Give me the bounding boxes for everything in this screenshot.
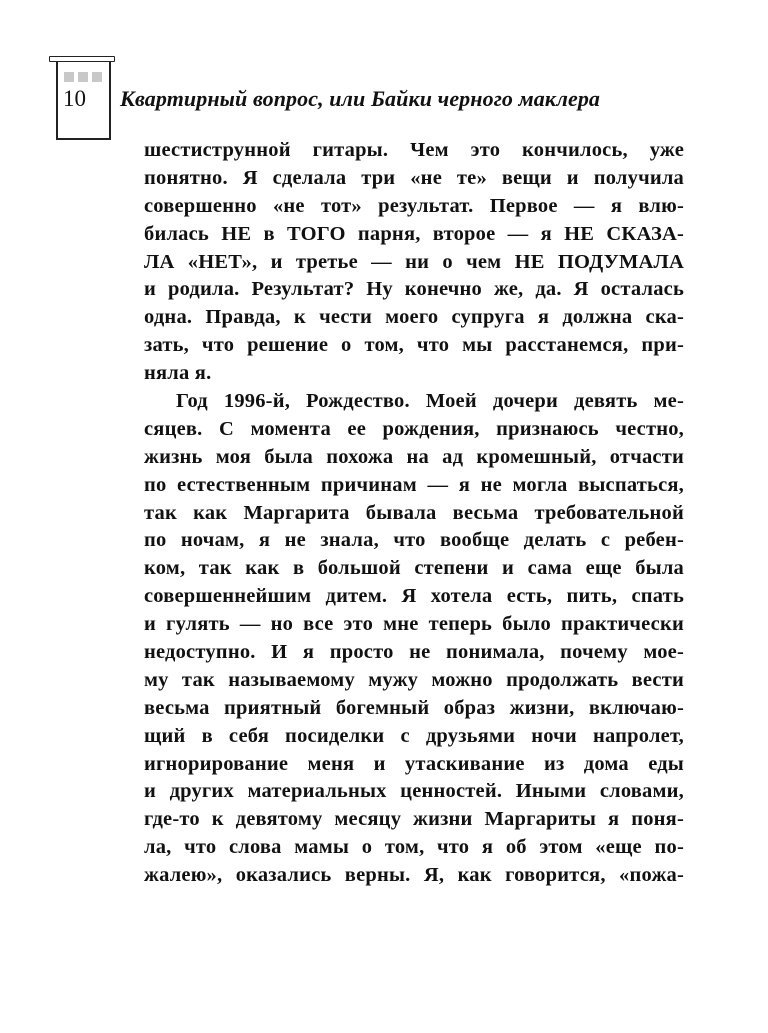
text-line: сяцев. С момента ее рождения, признаюсь честно, (144, 417, 684, 440)
text-line: совершеннейшим дитем. Я хотела есть, пить, спать (144, 585, 684, 608)
text-line: игнорирование меня и утаскивание из дома еды (144, 752, 684, 775)
text-line: ЛА «НЕТ», и третье — ни о чем НЕ ПОДУМАЛА (144, 250, 684, 273)
page-number: 10 (63, 86, 86, 111)
text-line: совершенно «не тот» результат. Первое — я влю- (144, 194, 684, 217)
paragraph (144, 388, 684, 890)
ornament-square (64, 72, 74, 82)
paragraph (144, 137, 684, 388)
text-line: и гулять — но все это мне теперь было практически (144, 613, 684, 636)
text-line: ком, так как в большой степени и сама еще была (144, 557, 684, 580)
text-line: няла я. (144, 362, 212, 385)
text-line: Год 1996-й, Рождество. Моей дочери девять ме- (176, 390, 684, 413)
text-line: понятно. Я сделала три «не те» вещи и получила (144, 166, 684, 189)
text-line: щий в себя посиделки с друзьями ночи напролет, (144, 724, 684, 747)
ornament-square (78, 72, 88, 82)
text-line: зать, что решение о том, что мы расстанемся, при- (144, 334, 684, 357)
text-line: жалею», оказались верны. Я, как говорится, «пожа- (144, 864, 684, 887)
ornament-square (92, 72, 102, 82)
body-text (144, 137, 684, 890)
text-line: весьма приятный богемный образ жизни, включаю- (144, 696, 684, 719)
running-title: Квартирный вопрос, или Байки черного маклера (120, 86, 601, 111)
text-line: му так называемому мужу можно продолжать вести (144, 668, 684, 691)
text-line: недоступно. И я просто не понимала, почему мое- (144, 641, 684, 664)
text-line: по ночам, я не знала, что вообще делать с ребен- (144, 529, 684, 552)
text-line: где-то к девятому месяцу жизни Маргариты я поня- (144, 808, 684, 831)
text-line: по естественным причинам — я не могла выспаться, (144, 473, 684, 496)
text-line: и родила. Результат? Ну конечно же, да. Я осталась (144, 278, 684, 301)
text-line: так как Маргарита бывала весьма требовательной (144, 501, 684, 524)
text-line: жизнь моя была похожа на ад кромешный, отчасти (144, 445, 684, 468)
text-line: билась НЕ в ТОГО парня, второе — я НЕ СКАЗА- (144, 222, 684, 245)
text-line: и других материальных ценностей. Иными словами, (144, 780, 684, 803)
text-line: шестиструнной гитары. Чем это кончилось, уже (144, 139, 684, 161)
text-line: одна. Правда, к чести моего супруга я должна ска- (144, 306, 684, 329)
text-line: ла, что слова мамы о том, что я об этом «еще по- (144, 836, 684, 859)
